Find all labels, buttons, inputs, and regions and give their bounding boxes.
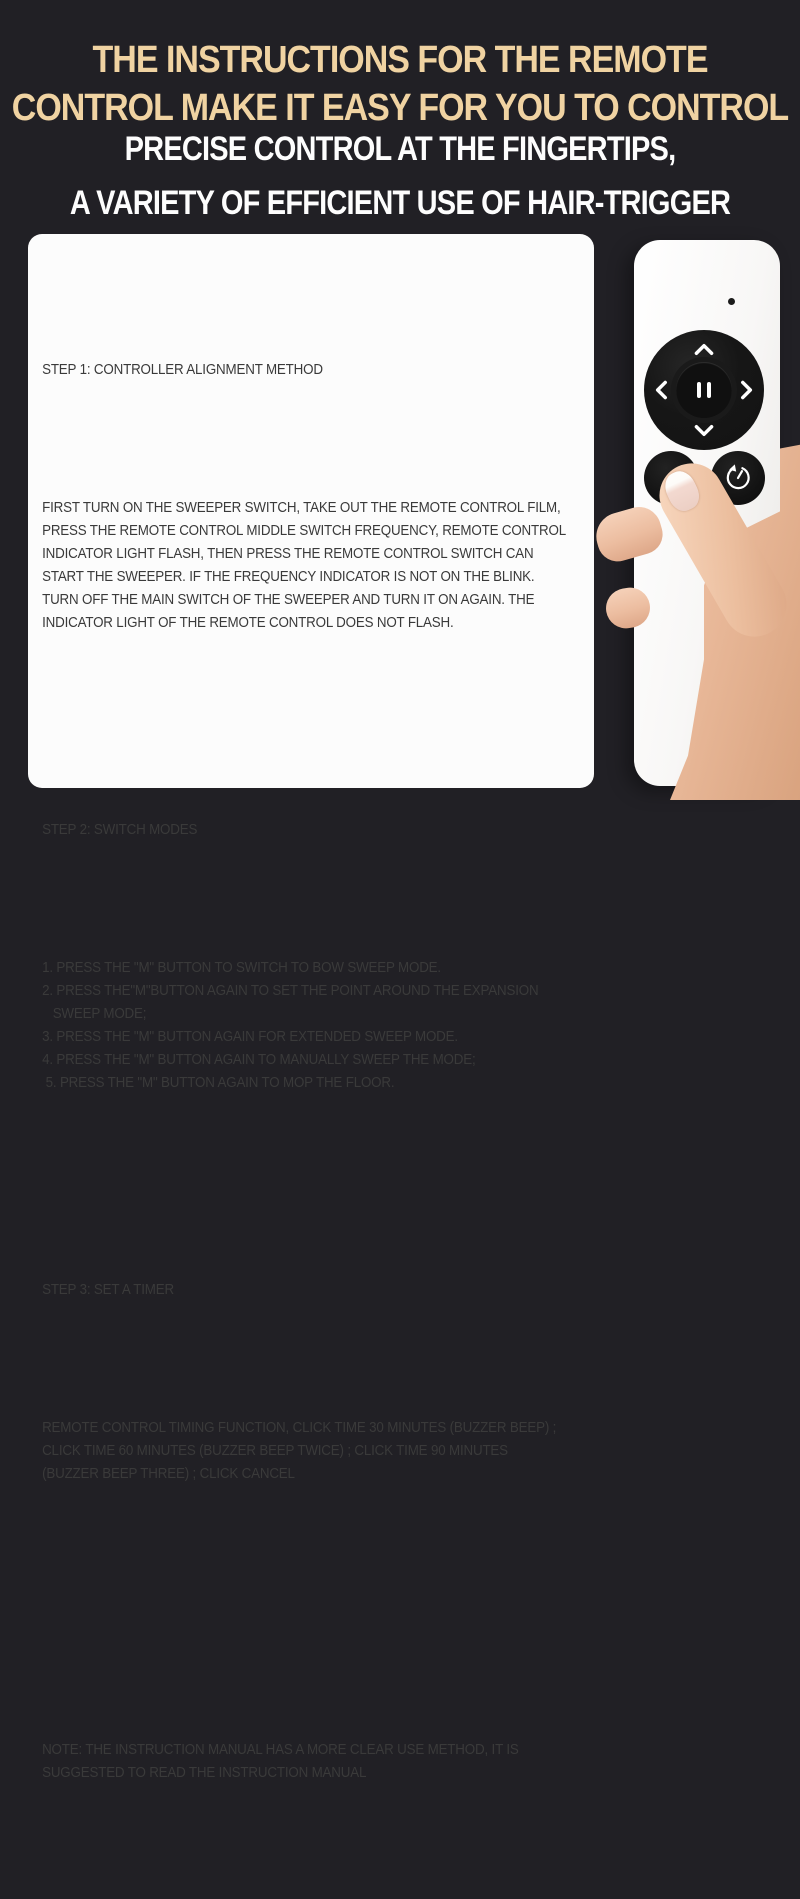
headline-line-1: THE INSTRUCTIONS FOR THE REMOTE xyxy=(92,38,708,81)
instruction-line: SWEEP MODE; xyxy=(42,1005,147,1022)
instruction-line: INDICATOR LIGHT OF THE REMOTE CONTROL DOES NOT FLASH. xyxy=(42,614,454,631)
instruction-line: FIRST TURN ON THE SWEEPER SWITCH, TAKE OUT THE REMOTE CONTROL FILM, xyxy=(42,499,561,516)
instruction-line: NOTE: THE INSTRUCTION MANUAL HAS A MORE CLEAR USE METHOD, IT IS xyxy=(42,1741,519,1758)
led-indicator-dot-icon xyxy=(728,298,735,305)
instruction-line: CLICK TIME 60 MINUTES (BUZZER BEEP TWICE) ; CLICK TIME 90 MINUTES xyxy=(42,1442,508,1459)
instruction-line: 4. PRESS THE "M" BUTTON AGAIN TO MANUALLY SWEEP THE MODE; xyxy=(42,1051,476,1068)
instruction-line: PRESS THE REMOTE CONTROL MIDDLE SWITCH FREQUENCY, REMOTE CONTROL xyxy=(42,522,566,539)
chevron-left-icon xyxy=(649,377,675,403)
instruction-line: (BUZZER BEEP THREE) ; CLICK CANCEL xyxy=(42,1465,295,1482)
note-block xyxy=(42,1623,605,1830)
headline-line-2: CONTROL MAKE IT EASY FOR YOU TO CONTROL xyxy=(11,86,789,129)
instructions-panel xyxy=(28,234,594,1781)
instruction-line: REMOTE CONTROL TIMING FUNCTION, CLICK TIME 30 MINUTES (BUZZER BEEP) ; xyxy=(42,1419,557,1436)
dpad xyxy=(644,330,764,450)
pause-icon xyxy=(697,382,701,398)
instructions-text xyxy=(28,234,608,1899)
pause-button xyxy=(676,362,732,418)
instruction-line: SUGGESTED TO READ THE INSTRUCTION MANUAL xyxy=(42,1764,367,1781)
step-2-block xyxy=(42,772,605,1140)
page-title xyxy=(0,36,800,132)
step-1-title: STEP 1: CONTROLLER ALIGNMENT METHOD xyxy=(42,361,323,378)
chevron-right-icon xyxy=(733,377,759,403)
instruction-line: 3. PRESS THE "M" BUTTON AGAIN FOR EXTENDED SWEEP MODE. xyxy=(42,1028,458,1045)
instruction-line: TURN OFF THE MAIN SWITCH OF THE SWEEPER AND TURN IT ON AGAIN. THE xyxy=(42,591,535,608)
subtitle-line-1: PRECISE CONTROL AT THE FINGERTIPS, xyxy=(124,130,676,169)
chevron-up-icon xyxy=(691,337,717,363)
chevron-down-icon xyxy=(691,417,717,443)
step-1-block xyxy=(42,312,605,680)
step-1-lines xyxy=(42,427,605,634)
instruction-line: 1. PRESS THE "M" BUTTON TO SWITCH TO BOW SWEEP MODE. xyxy=(42,959,441,976)
step-3-block xyxy=(42,1232,605,1531)
note-lines xyxy=(42,1669,605,1784)
pause-icon xyxy=(707,382,711,398)
step-2-title: STEP 2: SWITCH MODES xyxy=(42,821,198,838)
instruction-line: 5. PRESS THE "M" BUTTON AGAIN TO MOP THE FLOOR. xyxy=(42,1074,395,1091)
step-3-lines xyxy=(42,1347,605,1485)
timer-icon xyxy=(723,463,753,493)
step-2-lines xyxy=(42,887,605,1094)
step-3-title: STEP 3: SET A TIMER xyxy=(42,1281,174,1298)
instruction-line: 2. PRESS THE"M"BUTTON AGAIN TO SET THE POINT AROUND THE EXPANSION xyxy=(42,982,539,999)
subtitle-line-2: A VARIETY OF EFFICIENT USE OF HAIR-TRIGGER xyxy=(69,184,731,223)
instruction-line: START THE SWEEPER. IF THE FREQUENCY INDICATOR IS NOT ON THE BLINK. xyxy=(42,568,535,585)
page-subtitle xyxy=(0,122,800,231)
instruction-line: INDICATOR LIGHT FLASH, THEN PRESS THE REMOTE CONTROL SWITCH CAN xyxy=(42,545,534,562)
